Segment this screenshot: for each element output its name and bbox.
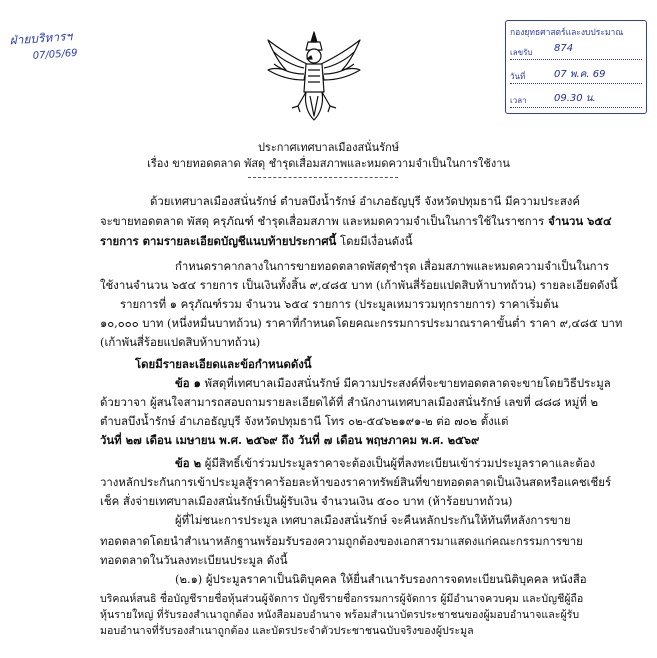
paragraph-1-line-3-text: โดยมีเงื่อนดังนี้ (336, 234, 413, 248)
clause-1-line-1-text: พัสดุที่เทศบาลเมืองสนั่นรักษ์ มีความประสงค์ที่จะขายทอดตลาดจะขายโดยวิธีประมูล (200, 376, 611, 390)
clause-1-number: ข้อ ๑ (175, 376, 201, 390)
stamp-time-label: เวลา (510, 96, 527, 105)
stamp-date-value: 07 พ.ค. 69 (554, 69, 606, 80)
item-count-bold: จำนวน ๖๕๔ (544, 214, 612, 228)
clause-2-line-3: เช็ค สั่งจ่ายเทศบาลเมืองสนั่นรักษ์เป็นผู้รับเงิน จำนวนเงิน ๕๐๐ บาท (ห้าร้อยบาทถ้วน) (100, 494, 513, 508)
paragraph-2-line-4: ๑๐,๐๐๐ บาท (หนึ่งหมื่นบาทถ้วน) ราคาที่กำหนดโดยคณะกรรมการประมาณราคาขั้นต่ำ ราคา ๙,๔๘๕ บาท (100, 316, 623, 330)
conditions-heading: โดยมีรายละเอียดและข้อกำหนดดังนี้ (135, 357, 312, 371)
paragraph-1-line-3 (100, 233, 413, 251)
clause-1-line-1 (175, 375, 611, 393)
attachment-reference-bold: รายการ ตามรายละเอียดบัญชีแนบท้ายประกาศนี้ (100, 234, 337, 248)
paragraph-1-line-2 (100, 213, 612, 231)
annotation-line-2: 07/05/69 (32, 47, 78, 62)
clause-2-line-1-text: ผู้มีสิทธิ์เข้าร่วมประมูลราคาจะต้องเป็นผู้ที่ลงทะเบียนเข้าร่วมประมูลราคาและต้อง (201, 456, 596, 470)
stamp-time-value: 09.30 น. (554, 93, 596, 104)
handwritten-annotation (9, 25, 111, 64)
refund-line-2: ทอดตลาดโดยนำสำเนาหลักฐานพร้อมรับรองความถูกต้องของเอกสารมาแสดงแก่คณะกรรมการขาย (100, 534, 583, 548)
announcement-subject: เรื่อง ขายทอดตลาด พัสดุ ชำรุดเสื่อมสภาพและหมดความจำเป็นในการใช้งาน (147, 157, 510, 170)
stamp-row-date (510, 67, 642, 84)
clause-2-1-line-2: บริคณห์สนธิ ชื่อบัญชีรายชื่อหุ้นส่วนผู้จัดการ บัญชีรายชื่อกรรมการผู้จัดการ ผู้มีอำนาจควบคุม และบัญชีผู้ถือ (100, 593, 584, 605)
refund-line-1: ผู้ที่ไม่ชนะการประมูล เทศบาลเมืองสนั่นรักษ์ จะคืนหลักประกันให้ทันทีหลังการขาย (175, 513, 571, 527)
clause-2-number: ข้อ ๒ (175, 456, 202, 470)
garuda-emblem-icon (264, 28, 364, 124)
announcement-title: ประกาศเทศบาลเมืองสนั่นรักษ์ (257, 141, 400, 154)
clause-2-1-line-3: หุ้นรายใหญ่ ที่รับรองสำเนาถูกต้อง หนังสือมอบอำนาจ พร้อมสำเนาบัตรประชาชนของผู้มอบอำนาจและผู้รับ (100, 609, 580, 621)
clause-1-line-3: ตำบลบึงน้ำรักษ์ อำเภอธัญบุรี จังหวัดปทุมธานี โทร ๐๒-๕๔๖๒๑๙๑-๒ ต่อ ๗๐๒ ตั้งแต่ (100, 414, 509, 428)
clause-2-1-line-4: มอบอำนาจที่รับรองสำเนาถูกต้อง และบัตรประจำตัวประชาชนฉบับจริงของผู้ประมูล (100, 625, 474, 637)
annotation-line-1: ฝ่ายบริหารฯ (9, 29, 73, 48)
clause-2-1-line-1: (๒.๑) ผู้ประมูลราคาเป็นนิติบุคคล ให้ยื่นสำเนารับรองการจดทะเบียนนิติบุคคล หนังสือ (175, 572, 587, 586)
clause-2-line-2: วางหลักประกันการเข้าประมูลสู้ราคาร้อยละห้าของราคาทรัพย์สินที่ขายทอดตลาดเป็นเงินสดหรือแคชเชียร์ (100, 475, 612, 489)
clause-1-date-range: วันที่ ๒๗ เดือน เมษายน พ.ศ. ๒๕๖๙ ถึง วันที่ ๗ เดือน พฤษภาคม พ.ศ. ๒๕๖๙ (100, 433, 480, 447)
paragraph-2-line-5: (เก้าพันสี่ร้อยแปดสิบห้าบาทถ้วน) (100, 335, 261, 349)
stamp-row-receive (510, 43, 642, 60)
clause-1-line-2: ด้วยวาจา ผู้สนใจสามารถสอบถามรายละเอียดได้ที่ สำนักงานเทศบาลเมืองสนั่นรักษ์ เลขที่ ๘๘๘ หมู่ที่ ๒ (100, 395, 598, 409)
paragraph-2-line-1: กำหนดราคากลางในการขายทอดตลาดพัสดุชำรุด เสื่อมสภาพและหมดความจำเป็นในการ (175, 259, 610, 273)
receipt-stamp (505, 20, 647, 114)
title-divider (248, 177, 398, 178)
stamp-receive-label: เลขรับ (510, 48, 533, 57)
stamp-title: กองยุทธศาสตร์และงบประมาณ (510, 28, 624, 38)
stamp-date-label: วันที่ (510, 72, 526, 81)
refund-line-3: ทอดตลาดในวันลงทะเบียนประมูล ดังนี้ (100, 553, 288, 567)
clause-2-line-1 (175, 455, 595, 473)
paragraph-2-line-2: ใช้งานจำนวน ๖๕๔ รายการ เป็นเงินทั้งสิ้น ๙,๔๘๕ บาท (เก้าพันสี่ร้อยแปดสิบห้าบาทถ้วน) รายละเอียดดังนี้ (100, 278, 618, 292)
paragraph-2-line-3: รายการที่ ๑ ครุภัณฑ์รวม จำนวน ๖๕๔ รายการ (ประมูลเหมารวมทุกรายการ) ราคาเริ่มต้น (120, 297, 559, 311)
stamp-row-time (510, 91, 642, 108)
paragraph-1-line-1: ด้วยเทศบาลเมืองสนั่นรักษ์ ตำบลบึงน้ำรักษ์ อำเภอธัญบุรี จังหวัดปทุมธานี มีความประสงค์ (150, 194, 580, 208)
paragraph-1-line-2-text: จะขายทอดตลาด พัสดุ ครุภัณฑ์ ชำรุดเสื่อมสภาพ และหมดความจำเป็นในการใช้ในราชการ (100, 214, 545, 228)
stamp-receive-value: 874 (554, 43, 574, 54)
